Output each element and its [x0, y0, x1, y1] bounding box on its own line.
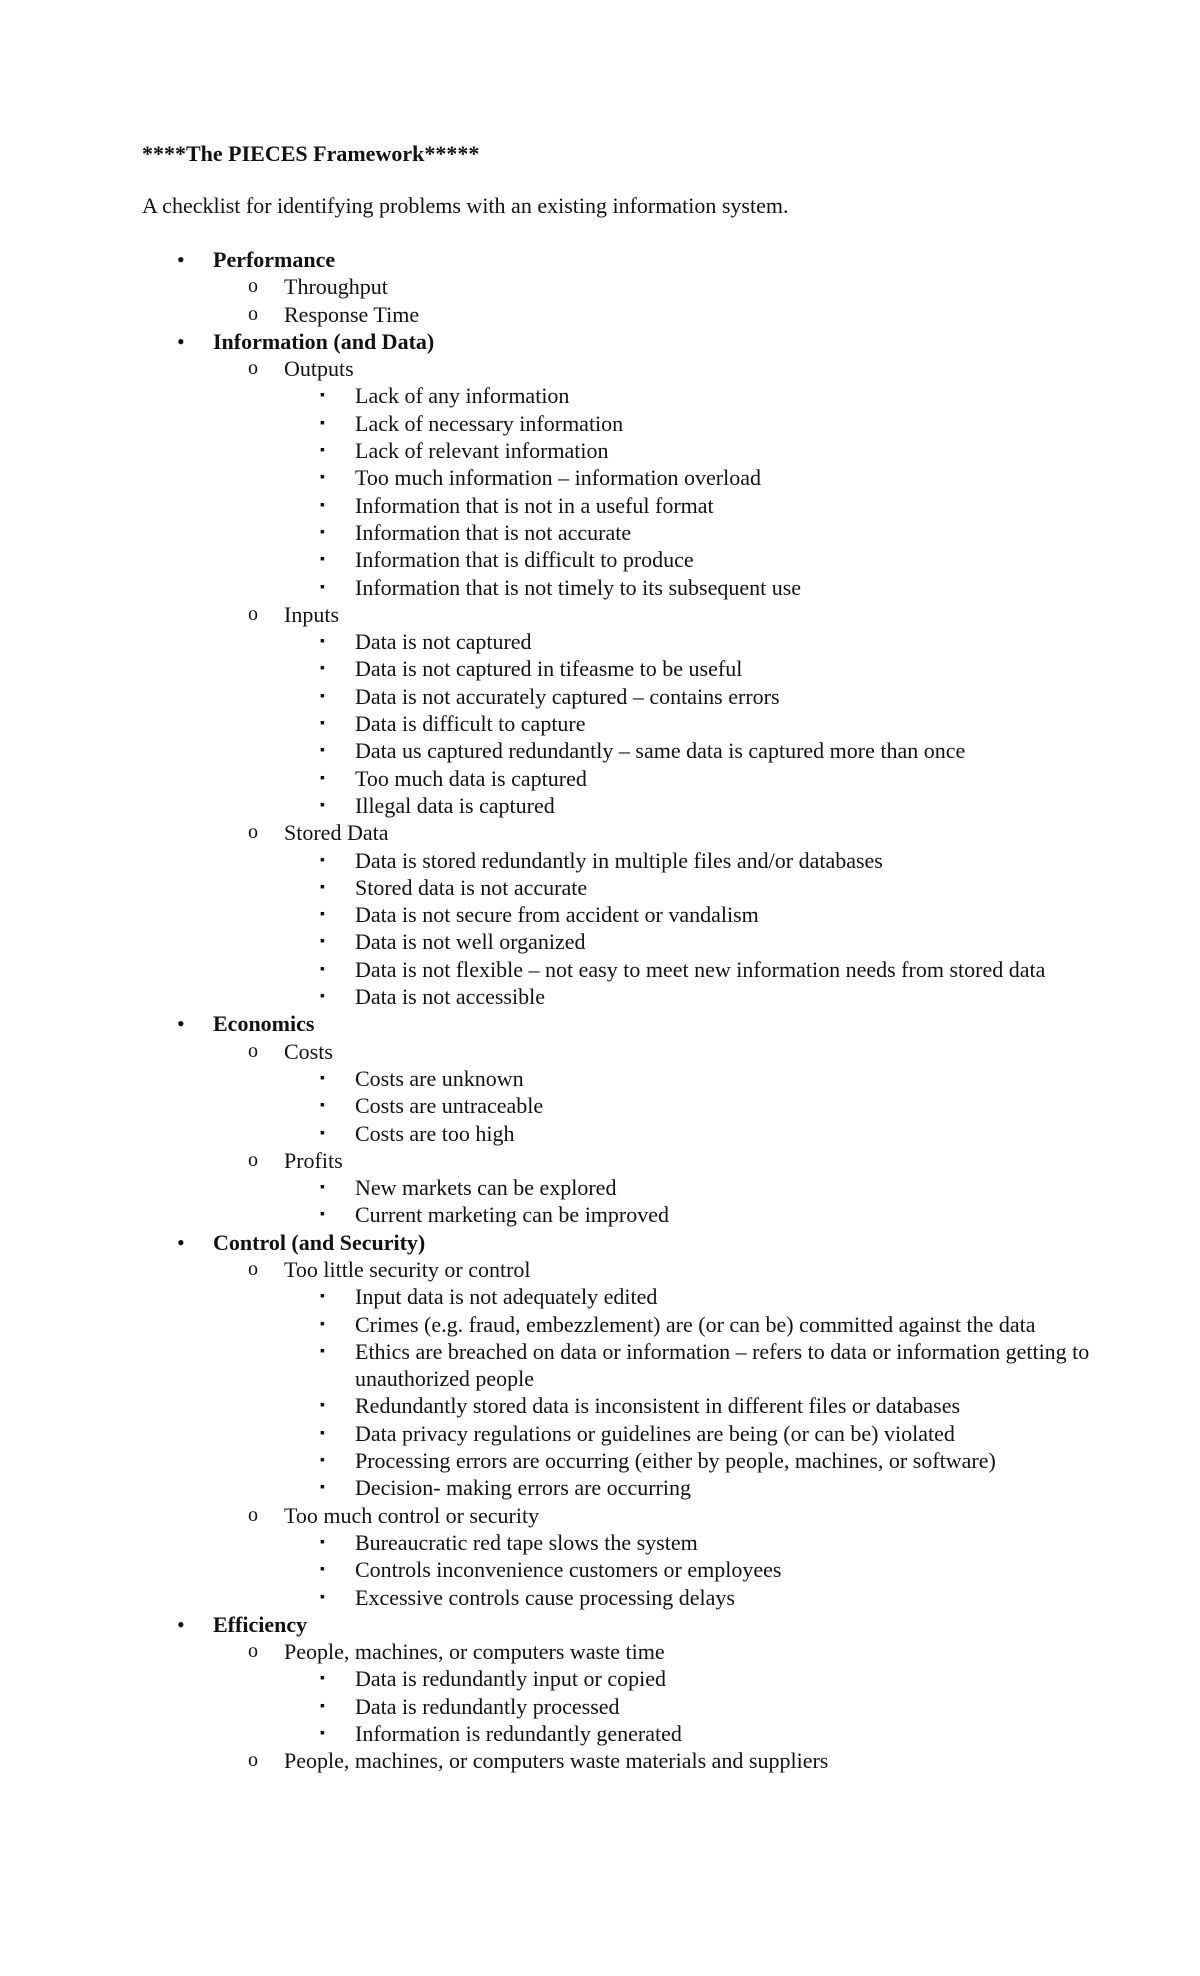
- section-item: [142, 1010, 1120, 1037]
- section-item-label: Efficiency: [213, 1611, 308, 1637]
- detail-item: [142, 1338, 1120, 1393]
- subsection-item-label: Profits: [284, 1147, 343, 1173]
- detail-item: [142, 847, 1120, 874]
- level-2-bullet-icon: o: [248, 1640, 258, 1663]
- level-3-bullet-icon: ▪: [320, 552, 325, 568]
- subsection-item-label: Response Time: [284, 301, 420, 327]
- subsection-item: [142, 819, 1120, 846]
- detail-item-label: Decision- making errors are occurring: [355, 1475, 691, 1501]
- level-1-bullet-icon: •: [177, 328, 185, 354]
- level-2-bullet-icon: o: [248, 302, 258, 325]
- subsection-item: [142, 1747, 1120, 1774]
- detail-item-label: Costs are untraceable: [355, 1093, 544, 1119]
- detail-item-label: Data is not accurately captured – contains errors: [355, 683, 780, 709]
- level-2-bullet-icon: o: [248, 1039, 258, 1062]
- detail-list: [142, 382, 1120, 600]
- subsection-list: [142, 1147, 1120, 1174]
- subsection-item-label: Costs: [284, 1038, 333, 1064]
- subsection-list: [142, 1638, 1120, 1665]
- detail-item-label: Data is not captured: [355, 629, 532, 655]
- subsection-item: [142, 355, 1120, 382]
- level-2-bullet-icon: o: [248, 1257, 258, 1280]
- detail-item-label: Information that is not in a useful format: [355, 492, 714, 518]
- detail-item: [142, 1420, 1120, 1447]
- detail-item-label: Ethics are breached on data or information – refers to data or information getting to unauthorized people: [355, 1338, 1090, 1392]
- detail-item-label: Information that is difficult to produce: [355, 547, 694, 573]
- level-3-bullet-icon: ▪: [320, 743, 325, 759]
- detail-item: [142, 901, 1120, 928]
- detail-item: [142, 1311, 1120, 1338]
- level-3-bullet-icon: ▪: [320, 1480, 325, 1496]
- level-3-bullet-icon: ▪: [320, 415, 325, 431]
- detail-item: [142, 1201, 1120, 1228]
- level-3-bullet-icon: ▪: [320, 716, 325, 732]
- subsection-list: [142, 355, 1120, 382]
- subsection-item-label: People, machines, or computers waste time: [284, 1639, 665, 1665]
- detail-item: [142, 1447, 1120, 1474]
- detail-item-label: Costs are too high: [355, 1120, 515, 1146]
- detail-item: [142, 546, 1120, 573]
- detail-item-label: Too much data is captured: [355, 765, 587, 791]
- level-3-bullet-icon: ▪: [320, 388, 325, 404]
- subsection-item-label: Inputs: [284, 601, 339, 627]
- section-item-label: Performance: [213, 247, 336, 272]
- detail-item: [142, 874, 1120, 901]
- section-item-label: Information (and Data): [213, 328, 435, 354]
- detail-item: [142, 628, 1120, 655]
- detail-item-label: Data is not captured in tifeasme to be useful: [355, 656, 743, 682]
- detail-item: [142, 382, 1120, 409]
- detail-item-label: Information is redundantly generated: [355, 1721, 682, 1747]
- level-3-bullet-icon: ▪: [320, 1098, 325, 1114]
- subsection-item-label: Too little security or control: [284, 1256, 531, 1282]
- subsection-item-label: People, machines, or computers waste materials and suppliers: [284, 1748, 829, 1774]
- detail-item-label: Data us captured redundantly – same data is captured more than once: [355, 738, 966, 764]
- section-item-label: Economics: [213, 1011, 315, 1037]
- detail-item-label: Data is not flexible – not easy to meet new information needs from stored data: [355, 956, 1046, 982]
- detail-item-label: Current marketing can be improved: [355, 1202, 670, 1228]
- subsection-item: [142, 601, 1120, 628]
- detail-item-label: Input data is not adequately edited: [355, 1284, 658, 1310]
- level-2-bullet-icon: o: [248, 357, 258, 380]
- detail-item-label: Data is stored redundantly in multiple files and/or databases: [355, 847, 883, 873]
- detail-item-label: Controls inconvenience customers or employees: [355, 1557, 782, 1583]
- level-3-bullet-icon: ▪: [320, 1726, 325, 1742]
- level-3-bullet-icon: ▪: [320, 1562, 325, 1578]
- level-3-bullet-icon: ▪: [320, 1698, 325, 1714]
- detail-item-label: Illegal data is captured: [355, 792, 555, 818]
- level-3-bullet-icon: ▪: [320, 1398, 325, 1414]
- detail-item: [142, 1556, 1120, 1583]
- detail-item-label: Lack of any information: [355, 383, 570, 409]
- detail-item-label: Too much information – information overload: [355, 465, 761, 491]
- level-3-bullet-icon: ▪: [320, 661, 325, 677]
- detail-item-label: Data is redundantly processed: [355, 1693, 620, 1719]
- detail-item: [142, 655, 1120, 682]
- detail-item: [142, 792, 1120, 819]
- section-item: [142, 1611, 1120, 1638]
- level-3-bullet-icon: ▪: [320, 934, 325, 950]
- level-3-bullet-icon: ▪: [320, 879, 325, 895]
- detail-item: [142, 1529, 1120, 1556]
- subsection-item: [142, 1256, 1120, 1283]
- level-3-bullet-icon: ▪: [320, 1316, 325, 1332]
- detail-item-label: Bureaucratic red tape slows the system: [355, 1529, 698, 1555]
- detail-item: [142, 1065, 1120, 1092]
- level-3-bullet-icon: ▪: [320, 1671, 325, 1687]
- detail-item: [142, 519, 1120, 546]
- detail-list: [142, 1283, 1120, 1501]
- detail-item: [142, 1474, 1120, 1501]
- subsection-list: [142, 601, 1120, 628]
- pieces-outline: [142, 246, 1120, 1775]
- level-3-bullet-icon: ▪: [320, 497, 325, 513]
- detail-list: [142, 1065, 1120, 1147]
- detail-item: [142, 710, 1120, 737]
- section-item: [142, 328, 1120, 355]
- detail-item-label: Data is not secure from accident or vandalism: [355, 902, 759, 928]
- detail-item: [142, 1665, 1120, 1692]
- detail-list: [142, 1174, 1120, 1229]
- detail-item: [142, 1693, 1120, 1720]
- level-3-bullet-icon: ▪: [320, 443, 325, 459]
- level-2-bullet-icon: o: [248, 1749, 258, 1772]
- detail-item: [142, 1174, 1120, 1201]
- section-item: [142, 246, 1120, 273]
- level-3-bullet-icon: ▪: [320, 1289, 325, 1305]
- detail-item-label: Data is not well organized: [355, 929, 586, 955]
- detail-item: [142, 737, 1120, 764]
- level-3-bullet-icon: ▪: [320, 1425, 325, 1441]
- subsection-list: [142, 819, 1120, 846]
- level-3-bullet-icon: ▪: [320, 797, 325, 813]
- subsection-list: [142, 301, 1120, 328]
- level-3-bullet-icon: ▪: [320, 1589, 325, 1605]
- subsection-item-label: Outputs: [284, 356, 354, 382]
- detail-list: [142, 847, 1120, 1011]
- detail-item-label: New markets can be explored: [355, 1175, 617, 1201]
- subsection-list: [142, 1038, 1120, 1065]
- detail-item: [142, 1283, 1120, 1310]
- section-item: [142, 1229, 1120, 1256]
- detail-item: [142, 437, 1120, 464]
- level-2-bullet-icon: o: [248, 602, 258, 625]
- document-subtitle: A checklist for identifying problems with an existing information system.: [142, 193, 789, 218]
- level-2-bullet-icon: o: [248, 275, 258, 298]
- subsection-item: [142, 301, 1120, 328]
- detail-item: [142, 765, 1120, 792]
- subsection-item: [142, 1038, 1120, 1065]
- section-item-label: Control (and Security): [213, 1229, 426, 1255]
- level-3-bullet-icon: ▪: [320, 1125, 325, 1141]
- level-1-bullet-icon: •: [177, 247, 185, 272]
- level-3-bullet-icon: ▪: [320, 688, 325, 704]
- level-3-bullet-icon: ▪: [320, 470, 325, 486]
- detail-item-label: Excessive controls cause processing delays: [355, 1584, 735, 1610]
- level-3-bullet-icon: ▪: [320, 907, 325, 923]
- level-1-bullet-icon: •: [177, 1229, 185, 1255]
- level-3-bullet-icon: ▪: [320, 989, 325, 1005]
- subsection-list: [142, 1747, 1120, 1774]
- detail-item: [142, 1092, 1120, 1119]
- detail-item: [142, 492, 1120, 519]
- detail-item: [142, 928, 1120, 955]
- detail-item: [142, 1720, 1120, 1747]
- detail-item: [142, 410, 1120, 437]
- subsection-list: [142, 273, 1120, 300]
- subsection-list: [142, 1256, 1120, 1283]
- detail-item-label: Redundantly stored data is inconsistent in different files or databases: [355, 1393, 961, 1419]
- detail-item: [142, 683, 1120, 710]
- level-3-bullet-icon: ▪: [320, 1343, 325, 1359]
- subsection-item: [142, 1502, 1120, 1529]
- level-3-bullet-icon: ▪: [320, 1180, 325, 1196]
- detail-item-label: Costs are unknown: [355, 1065, 524, 1091]
- detail-item: [142, 1584, 1120, 1611]
- subsection-item: [142, 1147, 1120, 1174]
- level-3-bullet-icon: ▪: [320, 579, 325, 595]
- detail-item-label: Lack of necessary information: [355, 410, 624, 436]
- subsection-item-label: Stored Data: [284, 820, 389, 846]
- detail-item-label: Data is not accessible: [355, 984, 545, 1010]
- level-3-bullet-icon: ▪: [320, 1453, 325, 1469]
- level-2-bullet-icon: o: [248, 1503, 258, 1526]
- subsection-item-label: Throughput: [284, 274, 388, 300]
- detail-item: [142, 983, 1120, 1010]
- detail-item-label: Lack of relevant information: [355, 438, 609, 464]
- level-2-bullet-icon: o: [248, 821, 258, 844]
- subsection-item-label: Too much control or security: [284, 1502, 540, 1528]
- detail-list: [142, 1529, 1120, 1611]
- level-3-bullet-icon: ▪: [320, 770, 325, 786]
- level-2-bullet-icon: o: [248, 1148, 258, 1171]
- subsection-list: [142, 1502, 1120, 1529]
- level-3-bullet-icon: ▪: [320, 1207, 325, 1223]
- detail-item-label: Stored data is not accurate: [355, 874, 588, 900]
- document-title: ****The PIECES Framework*****: [142, 141, 480, 166]
- detail-item-label: Information that is not timely to its subsequent use: [355, 574, 802, 600]
- subsection-item: [142, 1638, 1120, 1665]
- level-3-bullet-icon: ▪: [320, 524, 325, 540]
- level-1-bullet-icon: •: [177, 1611, 185, 1637]
- subsection-item: [142, 273, 1120, 300]
- detail-item: [142, 956, 1120, 983]
- detail-item: [142, 1392, 1120, 1419]
- detail-list: [142, 1665, 1120, 1747]
- detail-list: [142, 628, 1120, 819]
- level-3-bullet-icon: ▪: [320, 852, 325, 868]
- level-3-bullet-icon: ▪: [320, 1070, 325, 1086]
- level-3-bullet-icon: ▪: [320, 1534, 325, 1550]
- level-3-bullet-icon: ▪: [320, 961, 325, 977]
- detail-item-label: Data privacy regulations or guidelines are being (or can be) violated: [355, 1420, 955, 1446]
- detail-item-label: Crimes (e.g. fraud, embezzlement) are (or can be) committed against the data: [355, 1311, 1036, 1337]
- detail-item-label: Data is redundantly input or copied: [355, 1666, 666, 1692]
- detail-item-label: Processing errors are occurring (either by people, machines, or software): [355, 1448, 996, 1474]
- detail-item-label: Data is difficult to capture: [355, 711, 586, 737]
- detail-item: [142, 1120, 1120, 1147]
- level-1-bullet-icon: •: [177, 1011, 185, 1037]
- detail-item: [142, 464, 1120, 491]
- detail-item: [142, 574, 1120, 601]
- detail-item-label: Information that is not accurate: [355, 519, 632, 545]
- level-3-bullet-icon: ▪: [320, 634, 325, 650]
